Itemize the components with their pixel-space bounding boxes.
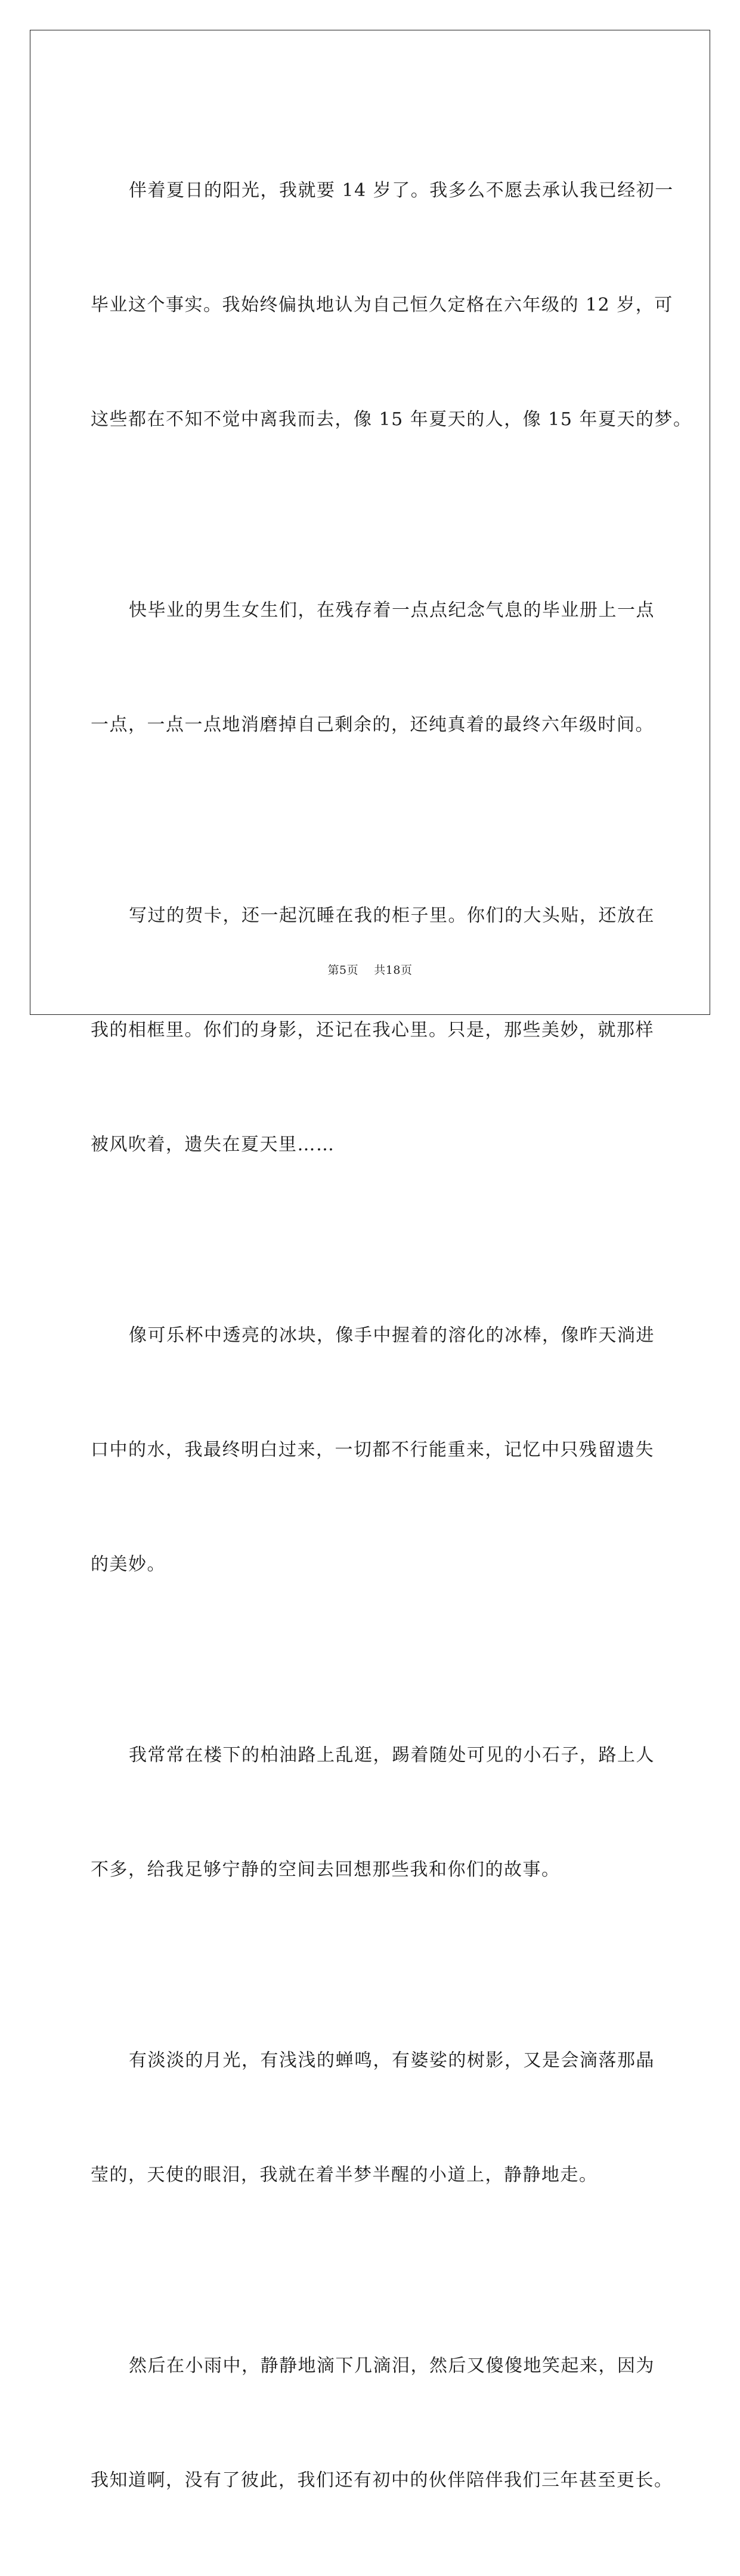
paragraph-line: 有淡淡的月光，有浅浅的蝉鸣，有婆娑的树影，又是会滴落那晶: [129, 2050, 655, 2071]
paragraph-3: [91, 821, 655, 1240]
paragraph-line: 一点，一点一点地消磨掉自己剩余的，还纯真着的最终六年级时间。: [91, 714, 654, 735]
paragraph-line: 毕业这个事实。我始终偏执地认为自己恒久定格在六年级的 12 岁，可: [91, 295, 673, 315]
page-number: 5: [339, 964, 347, 977]
page-suffix: 页: [346, 964, 359, 977]
paragraph-6: [91, 1965, 655, 2271]
paragraph-line: 被风吹着，遗失在夏天里……: [91, 1134, 335, 1155]
page-footer: [0, 961, 740, 977]
paragraph-line: 口中的水，我最终明白过来，一切都不行能重来，记忆中只残留遗失: [91, 1439, 654, 1460]
paragraph-line: 我常常在楼下的柏油路上乱逛，踢着随处可见的小石子，路上人: [129, 1745, 655, 1766]
paragraph-line: 不多，给我足够宁静的空间去回想那些我和你们的故事。: [91, 1859, 561, 1880]
total-pages: 18: [385, 964, 401, 977]
total-prefix: 共: [374, 964, 386, 977]
paragraph-1: [91, 95, 692, 515]
paragraph-line: 快毕业的男生女生们，在残存着一点点纪念气息的毕业册上一点: [129, 600, 655, 621]
paragraph-line: 的美妙。: [91, 1554, 166, 1575]
paragraph-line: 伴着夏日的阳光，我就要 14 岁了。我多么不愿去承认我已经初一: [129, 180, 674, 201]
paragraph-line: 像可乐杯中透亮的冰块，像手中握着的溶化的冰棒，像昨天淌进: [129, 1325, 655, 1346]
paragraph-line: 然后在小雨中，静静地滴下几滴泪，然后又傻傻地笑起来，因为: [129, 2355, 655, 2376]
paragraph-4: [91, 1240, 655, 1660]
document-body: [91, 95, 692, 2576]
paragraph-2: [91, 515, 655, 821]
paragraph-line: 我的相框里。你们的身影，还记在我心里。只是，那些美妙，就那样: [91, 1020, 654, 1041]
paragraph-5: [91, 1660, 655, 1965]
paragraph-line: 这些都在不知不觉中离我而去，像 15 年夏天的人，像 15 年夏天的梦。: [91, 409, 692, 430]
paragraph-line: 我知道啊，没有了彼此，我们还有初中的伙伴陪伴我们三年甚至更长。: [91, 2470, 673, 2491]
paragraph-7: [91, 2271, 673, 2576]
total-suffix: 页: [400, 964, 413, 977]
page-prefix: 第: [327, 964, 339, 977]
paragraph-line: 写过的贺卡，还一起沉睡在我的柜子里。你们的大头贴，还放在: [129, 905, 655, 926]
paragraph-line: 莹的，天使的眼泪，我就在着半梦半醒的小道上，静静地走。: [91, 2165, 598, 2185]
